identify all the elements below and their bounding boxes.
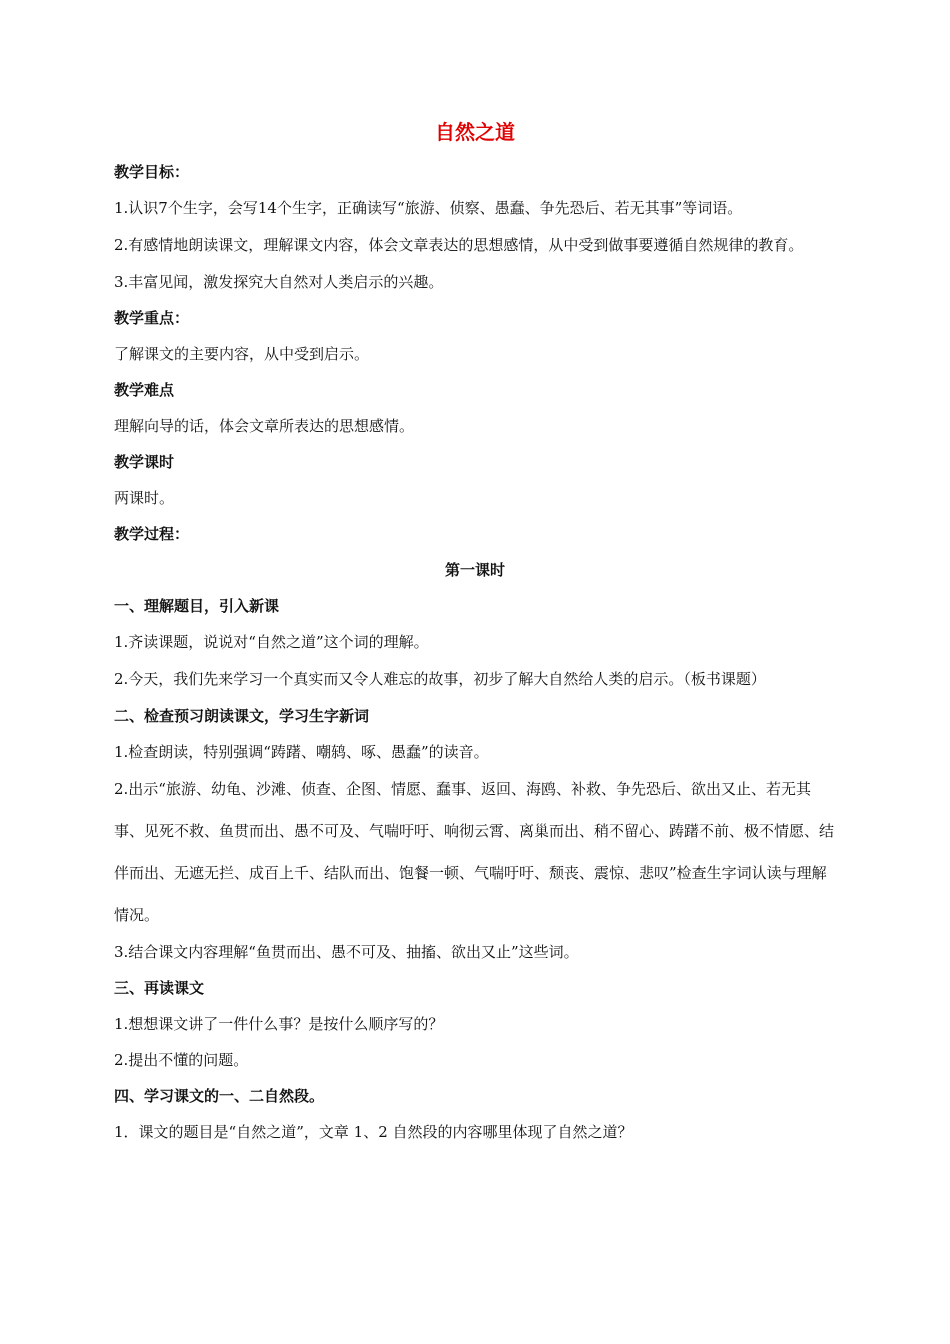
part-2-item-2: 2.出示“旅游、幼龟、沙滩、侦查、企图、情愿、蠢事、返回、海鸥、补救、争先恐后、欲出又止、若无其事、见死不救、鱼贯而出、愚不可及、气喘吁吁、响彻云霄、离巢而出、稍不留心、踌躇不前、极不情愿、结伴而出、无遮无拦、成百上千、结队而出、饱餐一顿、气喘吁吁、颓丧、震惊、悲叹”检查生字词认读与理解情况。 (114, 780, 835, 924)
key-points-text: 了解课文的主要内容，从中受到启示。 (114, 345, 370, 363)
goals-heading: 教学目标： (114, 163, 190, 181)
part-3-heading: 三、再读课文 (114, 979, 205, 997)
difficulty-heading: 教学难点 (114, 381, 175, 399)
part-2-item-1: 1.检查朗读，特别强调“踌躇、嘲鸫、啄、愚蠢”的读音。 (114, 743, 489, 761)
part-4-item-1: 1．课文的题目是“自然之道”，文章 1、2 自然段的内容哪里体现了自然之道？ (114, 1123, 633, 1141)
hours-text: 两课时。 (114, 489, 175, 507)
part-1-heading: 一、理解题目，引入新课 (114, 597, 280, 615)
lesson-1-heading: 第一课时 (444, 561, 505, 579)
goal-1: 1.认识7个生字，会写14个生字，正确读写“旅游、侦察、愚蠢、争先恐后、若无其事”等词语。 (114, 199, 743, 217)
part-2-heading: 二、检查预习朗读课文，学习生字新词 (114, 707, 370, 725)
part-1-item-1: 1.齐读课题，说说对“自然之道”这个词的理解。 (114, 633, 429, 651)
document-body (114, 118, 836, 1156)
process-heading: 教学过程： (114, 525, 190, 543)
part-2-item-3: 3.结合课文内容理解“鱼贯而出、愚不可及、抽搐、欲出又止”这些词。 (114, 943, 579, 961)
part-3-item-1: 1.想想课文讲了一件什么事？是按什么顺序写的？ (114, 1015, 444, 1033)
goal-2: 2.有感情地朗读课文，理解课文内容，体会文章表达的思想感情，从中受到做事要遵循自然规律的教育。 (114, 236, 804, 254)
goal-3: 3.丰富见闻，激发探究大自然对人类启示的兴趣。 (114, 273, 444, 291)
part-1-item-2: 2.今天，我们先来学习一个真实而又令人难忘的故事，初步了解大自然给人类的启示。（板书课题） (114, 670, 766, 688)
hours-heading: 教学课时 (114, 453, 175, 471)
document-title: 自然之道 (435, 120, 515, 144)
part-4-heading: 四、学习课文的一、二自然段。 (114, 1087, 325, 1105)
part-3-item-2: 2.提出不懂的问题。 (114, 1051, 249, 1069)
key-points-heading: 教学重点： (114, 309, 190, 327)
difficulty-text: 理解向导的话，体会文章所表达的思想感情。 (114, 417, 415, 435)
